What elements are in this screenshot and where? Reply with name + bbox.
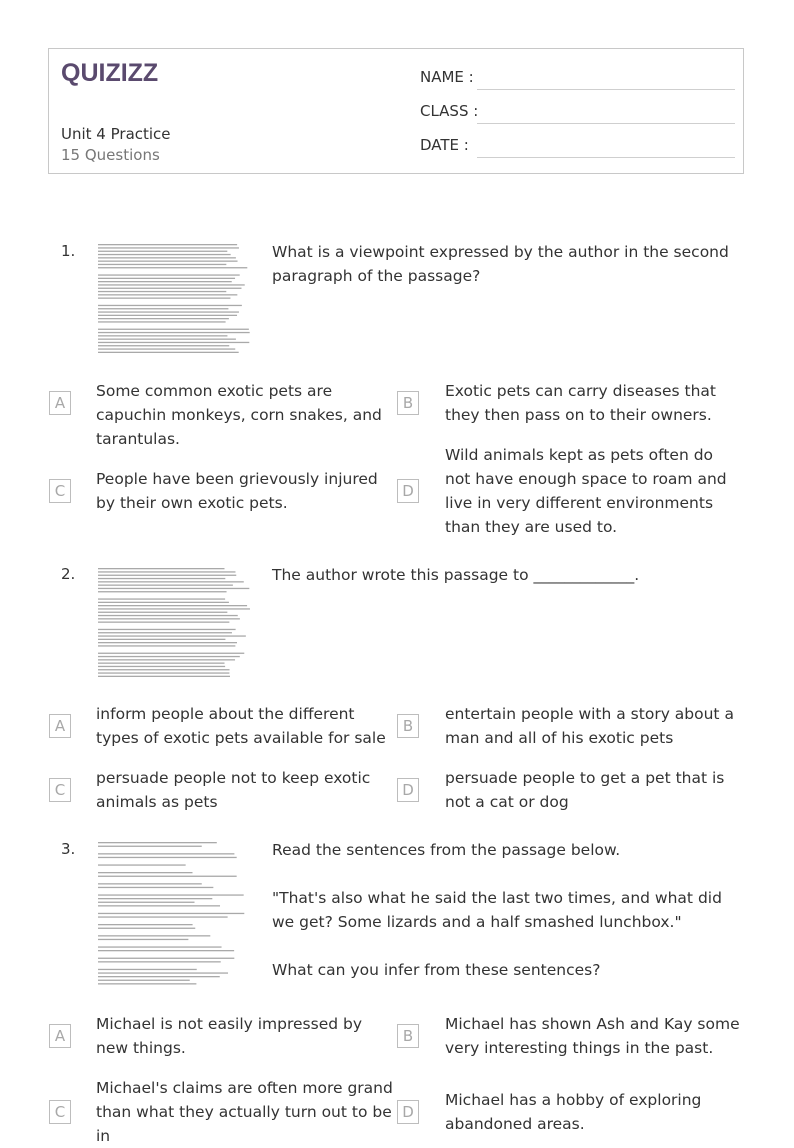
thumbnail-text-line	[98, 846, 202, 847]
thumbnail-text-line	[98, 578, 225, 579]
thumbnail-text-line	[98, 980, 190, 981]
thumbnail-text-line	[98, 352, 239, 353]
option-d-box[interactable]: D	[397, 1100, 419, 1124]
thumbnail-text-line	[98, 669, 230, 670]
option-d-text[interactable]: Michael has a hobby of exploring abandoned areas.	[445, 1091, 702, 1133]
question-count: 15 Questions	[61, 146, 160, 164]
thumbnail-text-line	[98, 581, 244, 582]
question-2-number: 2.	[61, 565, 76, 583]
thumbnail-text-line	[98, 632, 232, 633]
option-a-text[interactable]: inform people about the different types of exotic pets available for sale	[96, 705, 386, 747]
thumbnail-text-line	[98, 294, 237, 295]
thumbnail-text-line	[98, 615, 238, 616]
name-line[interactable]	[477, 89, 735, 90]
thumbnail-text-line	[98, 264, 226, 265]
date-label: DATE :	[420, 136, 469, 154]
thumbnail-text-line	[98, 935, 210, 936]
thumbnail-text-line	[98, 247, 239, 248]
thumbnail-text-line	[98, 588, 249, 589]
thumbnail-text-line	[98, 298, 230, 299]
option-c-text[interactable]: People have been grievously injured by their own exotic pets.	[96, 470, 378, 512]
thumbnail-text-line	[98, 972, 228, 973]
thumbnail-text-line	[98, 305, 242, 306]
question-3-line-3: What can you infer from these sentences?	[272, 961, 601, 979]
thumbnail-text-line	[98, 329, 249, 330]
thumbnail-text-line	[98, 887, 213, 888]
option-a-box[interactable]: A	[49, 391, 71, 415]
name-label: NAME :	[420, 68, 474, 86]
class-field[interactable]	[420, 102, 735, 124]
name-field[interactable]	[420, 68, 735, 90]
thumbnail-text-line	[98, 281, 232, 282]
thumbnail-text-line	[98, 332, 250, 333]
passage-thumbnail-icon	[96, 240, 254, 356]
thumbnail-text-line	[98, 864, 186, 865]
passage-thumbnail-icon	[96, 564, 254, 680]
thumbnail-text-line	[98, 872, 193, 873]
thumbnail-text-line	[98, 902, 195, 903]
thumbnail-text-line	[98, 608, 250, 609]
thumbnail-text-line	[98, 983, 196, 984]
option-b-text[interactable]: entertain people with a story about a man and all of his exotic pets	[445, 705, 734, 747]
option-b-box[interactable]: B	[397, 1024, 419, 1048]
story-thumbnail-icon	[96, 838, 254, 988]
thumbnail-text-line	[98, 946, 222, 947]
thumbnail-text-line	[98, 629, 236, 630]
thumbnail-text-line	[98, 642, 237, 643]
thumbnail-text-line	[98, 635, 246, 636]
option-d-text[interactable]: Wild animals kept as pets often do not have enough space to roam and live in very different environments than they are used to.	[445, 446, 727, 536]
thumbnail-text-line	[98, 857, 237, 858]
option-d-box[interactable]: D	[397, 479, 419, 503]
class-label: CLASS :	[420, 102, 479, 120]
thumbnail-text-line	[98, 958, 234, 959]
thumbnail-text-line	[98, 666, 225, 667]
option-c-box[interactable]: C	[49, 479, 71, 503]
option-a-text[interactable]: Some common exotic pets are capuchin monkeys, corn snakes, and tarantulas.	[96, 382, 382, 448]
thumbnail-text-line	[98, 969, 197, 970]
thumbnail-text-line	[98, 605, 247, 606]
option-a-box[interactable]: A	[49, 1024, 71, 1048]
question-3-text	[272, 838, 742, 982]
option-d-text[interactable]: persuade people to get a pet that is not a cat or dog	[445, 769, 725, 811]
option-d-box[interactable]: D	[397, 778, 419, 802]
thumbnail-text-line	[98, 345, 229, 346]
thumbnail-text-line	[98, 894, 244, 895]
question-3-line-1: Read the sentences from the passage below.	[272, 841, 621, 859]
thumbnail-text-line	[98, 618, 240, 619]
thumbnail-text-line	[98, 653, 244, 654]
question-3-quote: "That's also what he said the last two times, and what did we get? Some lizards and a half smashed lunchbox."	[272, 889, 722, 931]
thumbnail-text-line	[98, 257, 236, 258]
thumbnail-text-line	[98, 602, 229, 603]
thumbnail-text-line	[98, 342, 249, 343]
thumbnail-text-line	[98, 639, 225, 640]
thumbnail-text-line	[98, 318, 229, 319]
class-line[interactable]	[477, 123, 735, 124]
thumbnail-text-line	[98, 905, 220, 906]
question-1-line: What is a viewpoint expressed by the author in the second paragraph of the passage?	[272, 243, 729, 285]
thumbnail-text-line	[98, 663, 225, 664]
option-c-box[interactable]: C	[49, 1100, 71, 1124]
option-c-text[interactable]: persuade people not to keep exotic animals as pets	[96, 769, 371, 811]
thumbnail-text-line	[98, 883, 202, 884]
thumbnail-text-line	[98, 315, 237, 316]
thumbnail-text-line	[98, 274, 240, 275]
thumbnail-text-line	[98, 961, 221, 962]
thumbnail-text-line	[98, 916, 228, 917]
thumbnail-text-line	[98, 575, 236, 576]
thumbnail-text-line	[98, 254, 231, 255]
thumbnail-text-line	[98, 913, 244, 914]
thumbnail-text-line	[98, 876, 237, 877]
thumbnail-text-line	[98, 321, 226, 322]
thumbnail-text-line	[98, 244, 237, 245]
thumbnail-text-line	[98, 950, 234, 951]
option-b-box[interactable]: B	[397, 391, 419, 415]
thumbnail-text-line	[98, 842, 217, 843]
quizizz-logo: QUIZIZZ	[61, 59, 159, 87]
option-a-text[interactable]: Michael is not easily impressed by new things.	[96, 1015, 363, 1057]
thumbnail-text-line	[98, 591, 227, 592]
thumbnail-text-line	[98, 924, 193, 925]
thumbnail-text-line	[98, 976, 220, 977]
thumbnail-text-line	[98, 291, 226, 292]
worksheet-title: Unit 4 Practice	[61, 125, 171, 143]
thumbnail-text-line	[98, 308, 228, 309]
thumbnail-text-line	[98, 645, 235, 646]
option-b-text[interactable]: Michael has shown Ash and Kay some very interesting things in the past.	[445, 1015, 740, 1057]
question-1-text	[272, 240, 742, 288]
option-c-text[interactable]: Michael's claims are often more grand than what they actually turn out to be in	[96, 1079, 393, 1145]
thumbnail-text-line	[98, 348, 235, 349]
thumbnail-text-line	[98, 339, 236, 340]
thumbnail-text-line	[98, 278, 235, 279]
worksheet-header	[48, 48, 744, 174]
question-3-number: 3.	[61, 840, 76, 858]
option-b-text[interactable]: Exotic pets can carry diseases that they then pass on to their owners.	[445, 382, 716, 424]
thumbnail-text-line	[98, 251, 227, 252]
thumbnail-text-line	[98, 311, 239, 312]
thumbnail-text-line	[98, 939, 188, 940]
thumbnail-text-line	[98, 676, 230, 677]
date-field[interactable]	[420, 136, 735, 158]
thumbnail-text-line	[98, 672, 229, 673]
question-1-number: 1.	[61, 242, 76, 260]
option-b-box[interactable]: B	[397, 714, 419, 738]
thumbnail-text-line	[98, 853, 234, 854]
thumbnail-text-line	[98, 585, 233, 586]
thumbnail-text-line	[98, 898, 212, 899]
thumbnail-text-line	[98, 928, 195, 929]
thumbnail-text-line	[98, 335, 227, 336]
thumbnail-text-line	[98, 261, 238, 262]
thumbnail-text-line	[98, 659, 235, 660]
thumbnail-text-line	[98, 622, 229, 623]
thumbnail-text-line	[98, 571, 235, 572]
thumbnail-text-line	[98, 568, 225, 569]
date-line[interactable]	[477, 157, 735, 158]
question-2-text	[272, 563, 742, 587]
thumbnail-text-line	[98, 656, 240, 657]
thumbnail-text-line	[98, 612, 227, 613]
question-2-line: The author wrote this passage to _____________.	[272, 566, 640, 584]
thumbnail-text-line	[98, 598, 225, 599]
thumbnail-text-line	[98, 284, 245, 285]
option-a-box[interactable]: A	[49, 714, 71, 738]
thumbnail-text-line	[98, 267, 247, 268]
thumbnail-text-line	[98, 288, 241, 289]
option-c-box[interactable]: C	[49, 778, 71, 802]
